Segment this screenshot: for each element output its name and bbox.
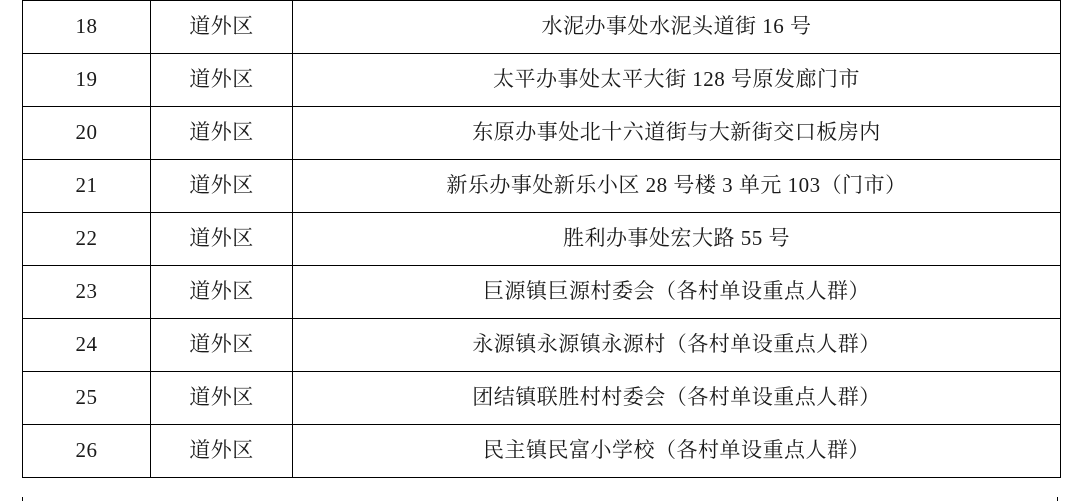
table-row — [23, 319, 1061, 372]
address-table — [22, 0, 1061, 478]
row-index: 22 — [23, 213, 151, 266]
row-index: 20 — [23, 107, 151, 160]
row-district: 道外区 — [151, 266, 293, 319]
row-address: 水泥办事处水泥头道街 16 号 — [293, 1, 1061, 54]
table-row — [23, 213, 1061, 266]
row-district: 道外区 — [151, 160, 293, 213]
row-district: 道外区 — [151, 425, 293, 478]
row-address: 新乐办事处新乐小区 28 号楼 3 单元 103（门市） — [293, 160, 1061, 213]
row-address: 永源镇永源镇永源村（各村单设重点人群） — [293, 319, 1061, 372]
row-address: 巨源镇巨源村委会（各村单设重点人群） — [293, 266, 1061, 319]
row-address: 太平办事处太平大街 128 号原发廊门市 — [293, 54, 1061, 107]
row-index: 25 — [23, 372, 151, 425]
row-address: 东原办事处北十六道街与大新街交口板房内 — [293, 107, 1061, 160]
row-district: 道外区 — [151, 107, 293, 160]
table-row — [23, 107, 1061, 160]
row-district: 道外区 — [151, 54, 293, 107]
table-row — [23, 1, 1061, 54]
row-district: 道外区 — [151, 1, 293, 54]
table-row — [23, 425, 1061, 478]
table-continuation-edge — [22, 497, 1060, 501]
row-index: 18 — [23, 1, 151, 54]
row-index: 24 — [23, 319, 151, 372]
row-district: 道外区 — [151, 319, 293, 372]
table-row — [23, 266, 1061, 319]
row-index: 21 — [23, 160, 151, 213]
table-continuation-stub — [22, 497, 1058, 501]
table-row — [23, 160, 1061, 213]
table-row — [23, 54, 1061, 107]
row-address: 胜利办事处宏大路 55 号 — [293, 213, 1061, 266]
row-index: 23 — [23, 266, 151, 319]
table-row — [23, 372, 1061, 425]
row-district: 道外区 — [151, 372, 293, 425]
table-body — [23, 1, 1061, 478]
row-index: 26 — [23, 425, 151, 478]
row-address: 团结镇联胜村村委会（各村单设重点人群） — [293, 372, 1061, 425]
row-district: 道外区 — [151, 213, 293, 266]
row-address: 民主镇民富小学校（各村单设重点人群） — [293, 425, 1061, 478]
row-index: 19 — [23, 54, 151, 107]
